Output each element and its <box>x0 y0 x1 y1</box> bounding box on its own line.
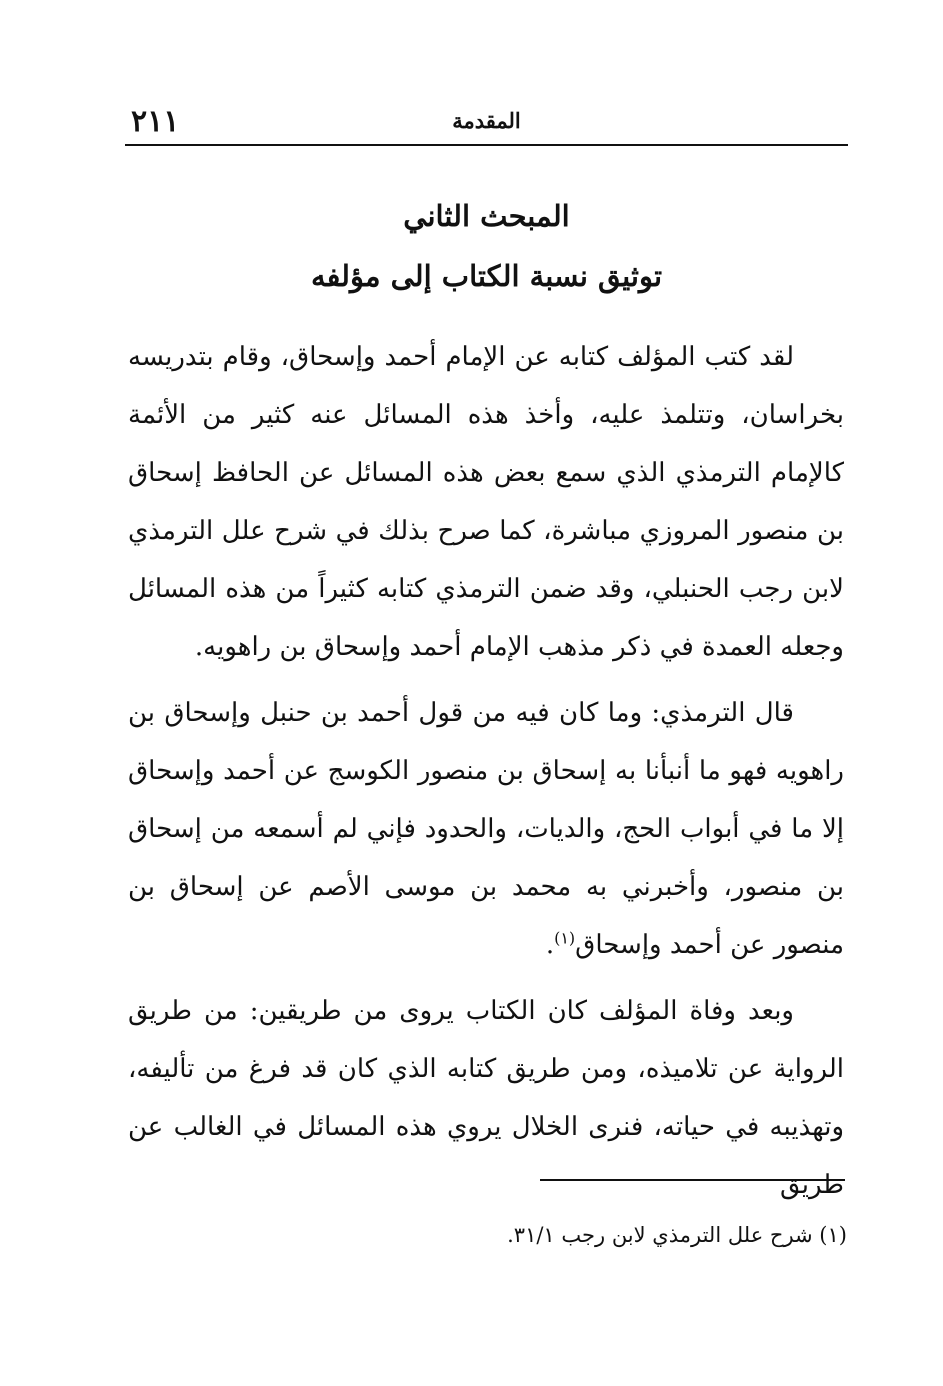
footnote-divider <box>540 1179 845 1181</box>
paragraph-2 <box>128 684 844 974</box>
paragraph-1-text: لقد كتب المؤلف كتابه عن الإمام أحمد وإسحاق، وقام بتدريسه بخراسان، وتتلمذ عليه، وأخذ هذه المسائل عنه كثير من الأئمة كالإمام الترمذي الذي سمع بعض هذه المسائل عن الحافظ إسحاق بن منصور المروزي مباشرة، كما صرح بذلك في شرح علل الترمذي لابن رجب الحنبلي، وقد ضمن الترمذي كتابه كثيراً من هذه المسائل وجعله العمدة في ذكر مذهب الإمام أحمد وإسحاق بن راهويه. <box>128 342 844 662</box>
paragraph-2-text: قال الترمذي: وما كان فيه من قول أحمد بن حنبل وإسحاق بن راهويه فهو ما أنبأنا به إسحاق بن منصور الكوسج عن أحمد وإسحاق إلا ما في أبواب الحج، والديات، والحدود فإني لم أسمعه من إسحاق بن منصور، وأخبرني به محمد بن موسى الأصم عن إسحاق بن منصور عن أحمد وإسحاق <box>128 698 844 960</box>
footnote: (١) شرح علل الترمذي لابن رجب ٣١/١. <box>507 1223 847 1247</box>
body-text <box>128 328 844 1214</box>
chapter-title: المبحث الثاني <box>403 199 570 233</box>
page-header <box>125 104 848 146</box>
paragraph-2-end: . <box>545 930 555 960</box>
page-number: ٢١١ <box>131 104 180 139</box>
running-title: المقدمة <box>452 108 521 133</box>
section-title: توثيق نسبة الكتاب إلى مؤلفه <box>310 259 663 293</box>
paragraph-1 <box>128 328 844 676</box>
paragraph-3-text: وبعد وفاة المؤلف كان الكتاب يروى من طريقين: من طريق الرواية عن تلاميذه، ومن طريق كتابه الذي كان قد فرغ من تأليفه، وتهذيبه في حياته، فنرى الخلال يروي هذه المسائل في الغالب عن طريق <box>128 996 844 1200</box>
footnote-reference: (١) <box>554 928 576 948</box>
